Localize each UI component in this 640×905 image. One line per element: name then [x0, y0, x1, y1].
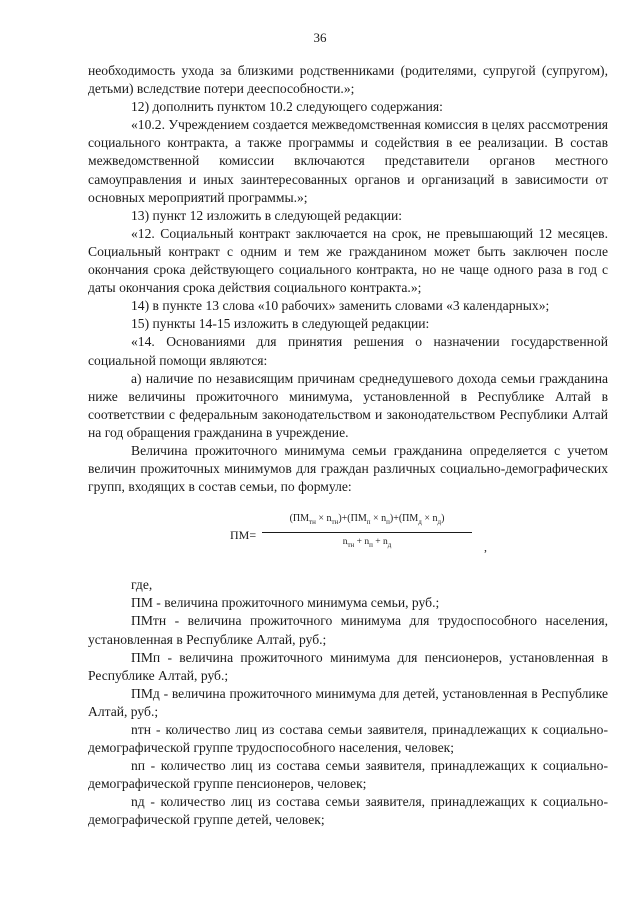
paragraph: «14. Основаниями для принятия решения о назначении государственной социальной помощи являются:: [88, 334, 608, 368]
page-number: 36: [313, 30, 327, 45]
paragraph: 13) пункт 12 изложить в следующей редакции:: [131, 207, 403, 223]
paragraph: «12. Социальный контракт заключается на срок, не превышающий 12 месяцев. Социальный контракт с одним и тем же гражданином может быть заключен после окончания срока действующего социального контракта, но не чаще одного раза в год с даты окончания срока действия социального контракта.»;: [88, 225, 608, 296]
paragraph: ПМтн - величина прожиточного минимума для трудоспособного населения, установленная в Республике Алтай, руб.;: [88, 613, 608, 647]
paragraph: nд - количество лиц из состава семьи заявителя, принадлежащих к социально-демографической группе детей, человек;: [88, 794, 608, 828]
paragraph: ПМд - величина прожиточного минимума для детей, установленная в Республике Алтай, руб.;: [88, 685, 608, 719]
paragraph: а) наличие по независящим причинам среднедушевого дохода семьи гражданина ниже величины прожиточного минимума, установленной в Республике Алтай в соответствии с федеральным законодательством и законодательством Республики Алтай на год обращения гражданина в учреждение.: [88, 370, 608, 440]
top-paragraphs: [88, 62, 608, 496]
formula-denominator: $n_{тн} + n_п + n_д$: [342, 537, 392, 550]
formula-fraction: [262, 512, 472, 552]
paragraph: «10.2. Учреждением создается межведомственная комиссия в целях рассмотрения социального контракта, а также программы и содействия в ее реализации. В состав межведомственной комиссии включаются представители органов местного самоуправления и иных заинтересованных органов и организаций в зависимости от основных мероприятий программы.»;: [88, 117, 608, 205]
paragraph: 14) в пункте 13 слова «10 рабочих» заменить словами «3 календарных»;: [131, 298, 550, 314]
paragraph: Величина прожиточного минимума семьи гражданина определяется с учетом величин прожиточных минимумов для граждан различных социально-демографических групп, входящих в состав семьи, по формуле:: [88, 442, 608, 495]
formula-numerator: $(ПМ_{тн} \times n_{тн})+(ПМ_п \times n_п)+(ПМ_д \times n_д)$: [289, 513, 445, 527]
formula-lhs: ПМ=: [230, 528, 257, 543]
paragraph: 12) дополнить пунктом 10.2 следующего содержания:: [131, 99, 443, 115]
paragraph: nп - количество лиц из состава семьи заявителя, принадлежащих к социально-демографической группе пенсионеров, человек;: [88, 758, 608, 792]
bottom-paragraphs: [88, 576, 608, 829]
paragraph: ПМ - величина прожиточного минимума семьи, руб.;: [131, 595, 440, 611]
paragraph: ПМп - величина прожиточного минимума для пенсионеров, установленная в Республике Алтай, руб.;: [88, 649, 608, 683]
subsistence-formula: [88, 506, 608, 568]
paragraph: nтн - количество лиц из состава семьи заявителя, принадлежащих к социально-демографической группе трудоспособного населения, человек;: [88, 722, 608, 756]
formula-comma: ,: [484, 540, 487, 555]
paragraph: где,: [131, 577, 153, 593]
document-body: [88, 62, 608, 830]
paragraph: необходимость ухода за близкими родственниками (родителями, супругой (супругом), детьми) вследствие потери дееспособности.»;: [88, 63, 608, 97]
paragraph: 15) пункты 14-15 изложить в следующей редакции:: [131, 316, 430, 332]
